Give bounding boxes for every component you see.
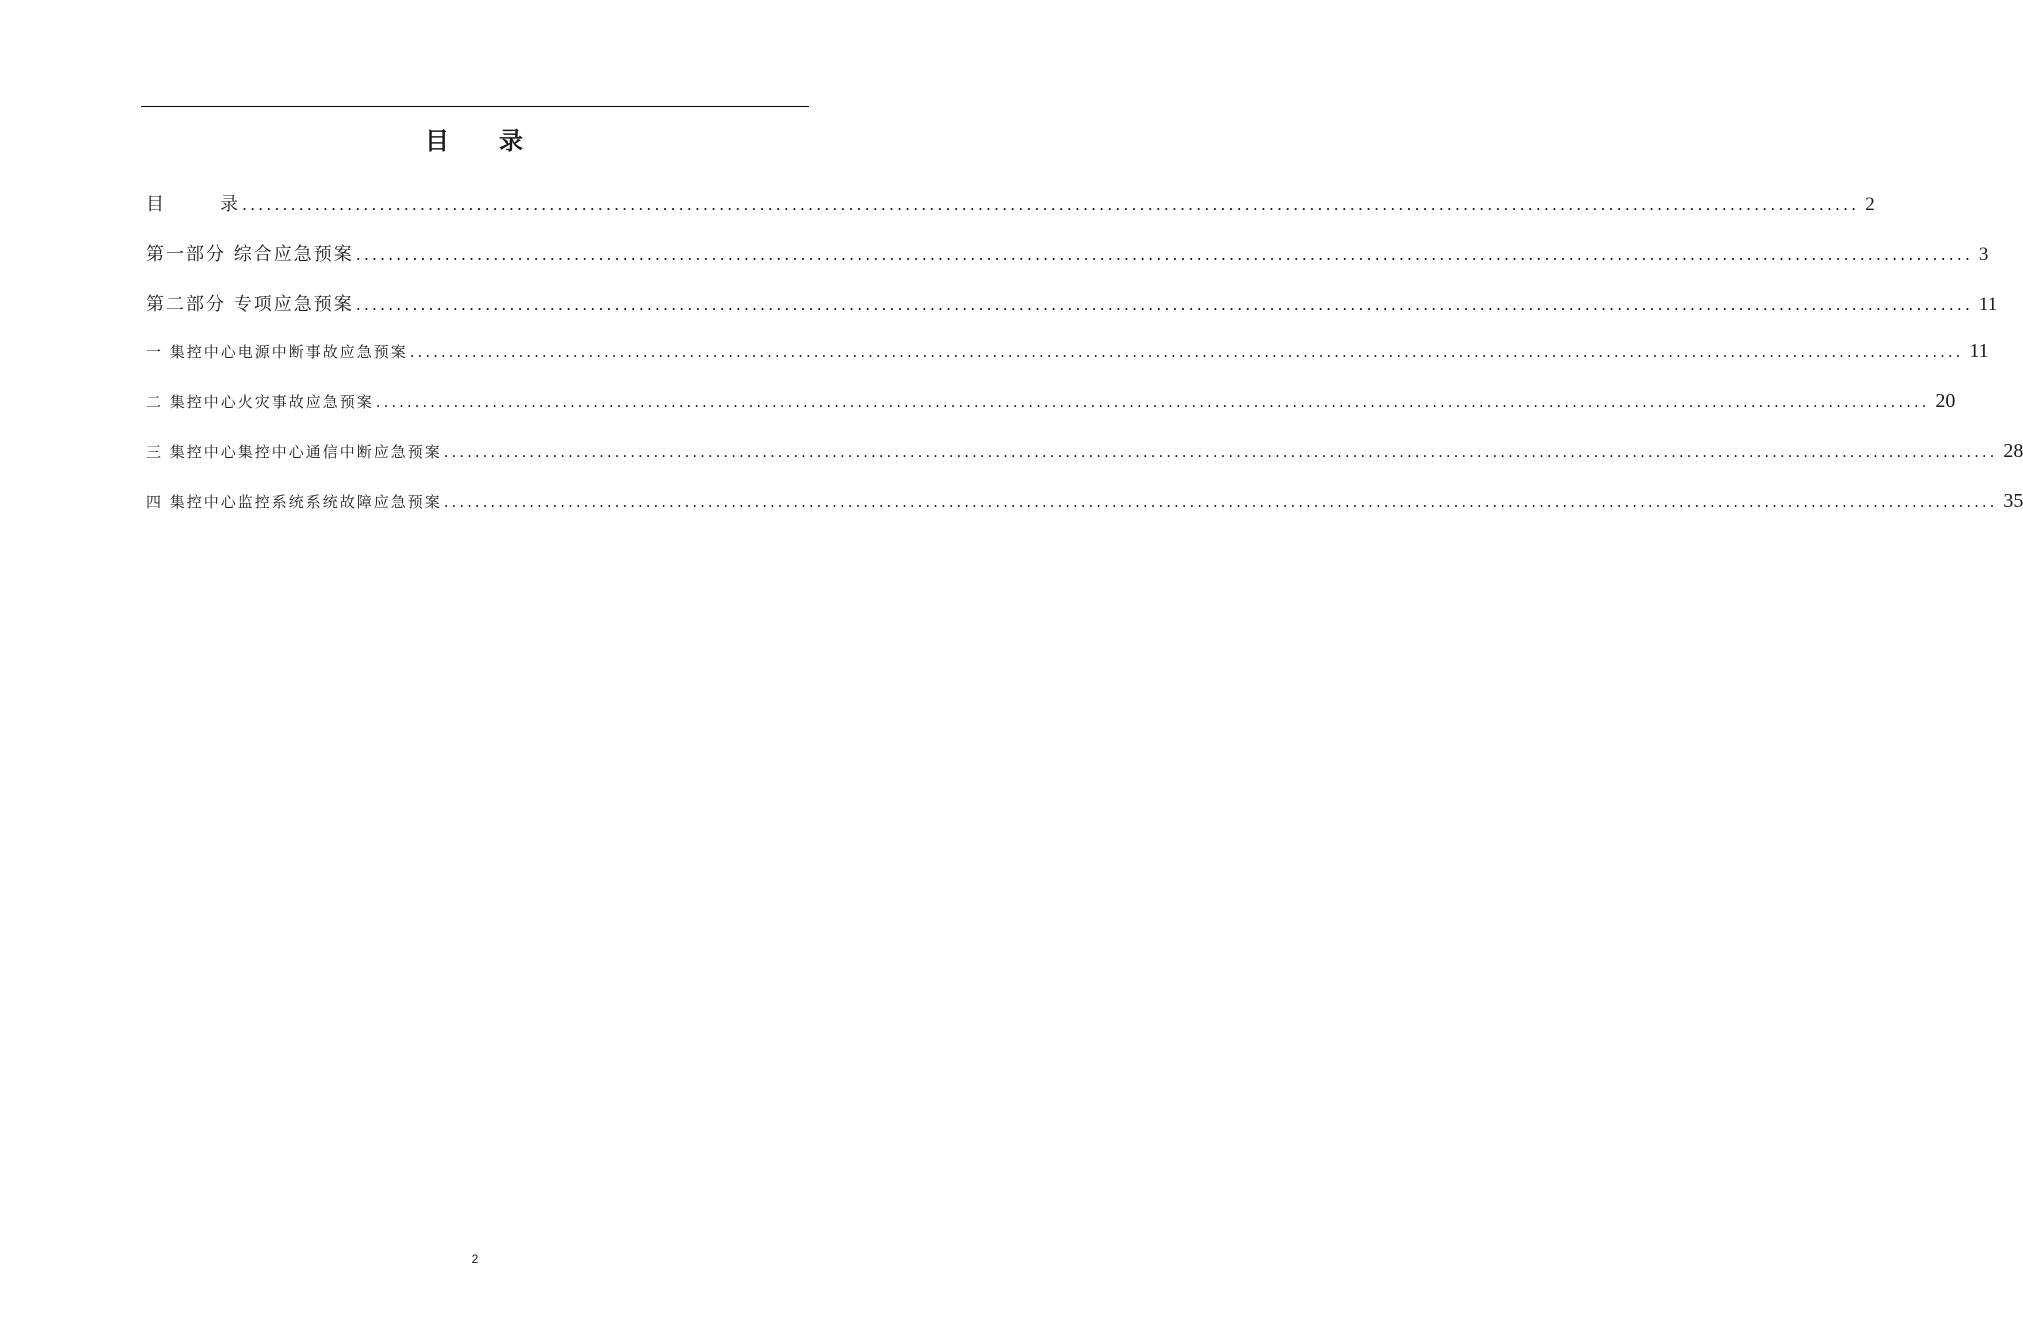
footer-page-number: 2 bbox=[471, 1252, 479, 1266]
toc-entry-contents[interactable] bbox=[146, 190, 1875, 240]
toc-dot-leader: ........................................................................................................................................................................................................ bbox=[355, 245, 1973, 264]
toc-entry-part-two[interactable] bbox=[146, 290, 1998, 340]
toc-entry-part-one[interactable] bbox=[146, 240, 1989, 290]
toc-dot-leader: ........................................................................................................................................................................................................ bbox=[443, 493, 1998, 511]
toc-entry-page: 20 bbox=[1935, 390, 1956, 412]
toc-entry-page: 3 bbox=[1978, 244, 1989, 265]
toc-entry-monitoring-plan[interactable] bbox=[146, 490, 2023, 540]
toc-entry-fire-plan[interactable] bbox=[146, 390, 1956, 440]
toc-entry-label: 第一部分 综合应急预案 bbox=[146, 244, 354, 265]
toc-entry-page: 11 bbox=[1978, 294, 1998, 315]
toc-entry-label: 二 集控中心火灾事故应急预案 bbox=[146, 393, 374, 411]
toc-dot-leader: ........................................................................................................................................................................................................ bbox=[242, 195, 1860, 214]
toc-entry-label: 一 集控中心电源中断事故应急预案 bbox=[146, 343, 408, 361]
toc-dot-leader: ........................................................................................................................................................................................................ bbox=[375, 393, 1930, 411]
toc-entry-page: 35 bbox=[2003, 490, 2023, 512]
toc-entry-label: 第二部分 专项应急预案 bbox=[146, 294, 354, 315]
toc-heading bbox=[0, 121, 950, 156]
toc-dot-leader: ........................................................................................................................................................................................................ bbox=[409, 343, 1964, 361]
header-rule bbox=[141, 106, 809, 107]
toc-entry-label bbox=[146, 190, 240, 216]
toc-dot-leader: ........................................................................................................................................................................................................ bbox=[355, 295, 1973, 314]
toc-entry-label: 四 集控中心监控系统系统故障应急预案 bbox=[146, 493, 442, 511]
toc-dot-leader: ........................................................................................................................................................................................................ bbox=[443, 443, 1998, 461]
toc-entry-page: 28 bbox=[2003, 440, 2023, 462]
toc-entry-label-part-1: 目 bbox=[146, 194, 166, 215]
toc-entry-power-outage-plan[interactable] bbox=[146, 340, 1989, 390]
toc-entry-communication-plan[interactable] bbox=[146, 440, 2023, 490]
toc-entry-label-part-2: 录 bbox=[220, 194, 240, 215]
toc-entry-label: 三 集控中心集控中心通信中断应急预案 bbox=[146, 443, 442, 461]
toc-heading-char-1: 目 bbox=[425, 127, 451, 155]
toc-heading-char-2: 录 bbox=[499, 127, 525, 155]
toc-list bbox=[146, 190, 2023, 540]
toc-entry-page: 11 bbox=[1969, 340, 1989, 362]
toc-entry-page: 2 bbox=[1865, 194, 1875, 215]
